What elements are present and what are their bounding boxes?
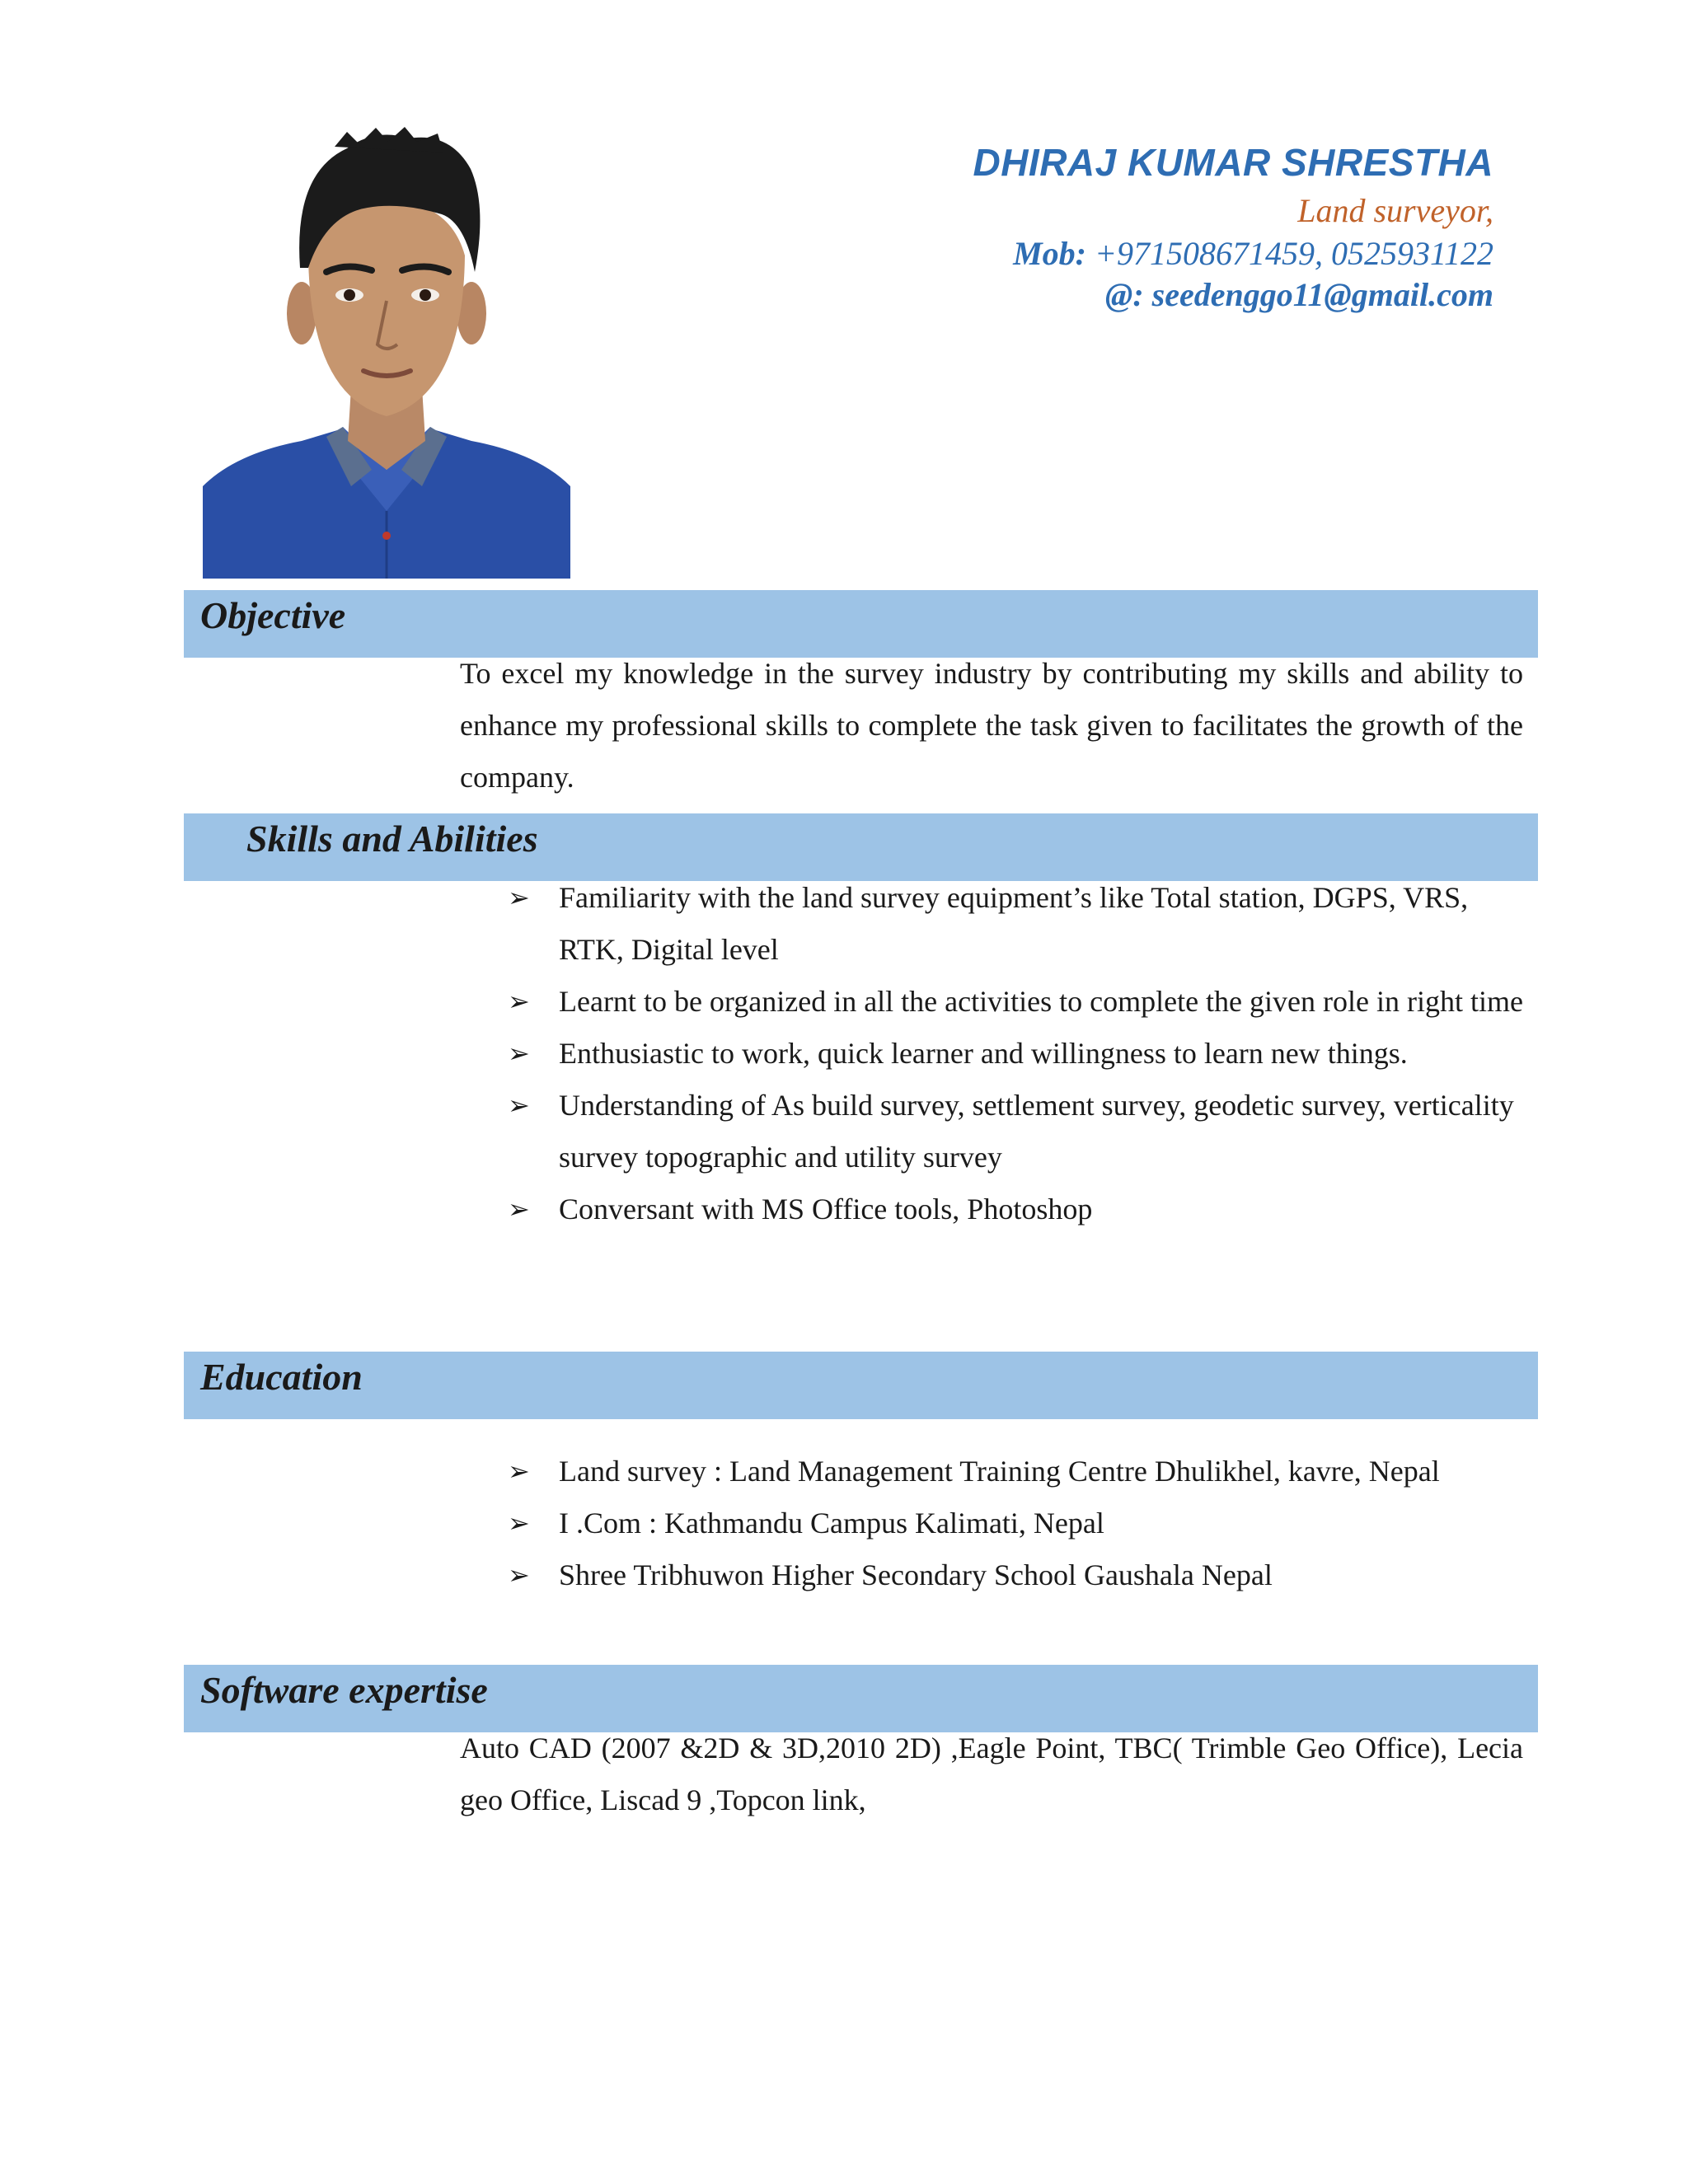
education-heading: Education — [200, 1356, 363, 1398]
list-item — [508, 872, 1530, 976]
education-text: Shree Tribhuwon Higher Secondary School Gaushala Nepal — [559, 1558, 1273, 1591]
mobile-line — [1013, 234, 1493, 273]
arrow-bullet-icon: ➢ — [508, 882, 530, 913]
education-list — [508, 1446, 1530, 1601]
skill-text: Conversant with MS Office tools, Photoshop — [559, 1193, 1093, 1226]
skill-text: Enthusiastic to work, quick learner and willingness to learn new things. — [559, 1037, 1408, 1070]
list-item — [508, 976, 1530, 1028]
skills-section-bar — [184, 813, 1538, 881]
list-item — [508, 1497, 1530, 1549]
arrow-bullet-icon: ➢ — [508, 986, 530, 1017]
list-item — [508, 1183, 1530, 1235]
skills-list — [508, 872, 1530, 1235]
list-item — [508, 1549, 1530, 1601]
candidate-name: DHIRAJ KUMAR SHRESTHA — [973, 141, 1493, 184]
software-heading: Software expertise — [200, 1669, 488, 1711]
software-text: Auto CAD (2007 &2D & 3D,2010 2D) ,Eagle Point, TBC( Trimble Geo Office), Lecia geo Office, Liscad 9 ,Topcon link, — [460, 1732, 1523, 1816]
mobile-number: +971508671459, 0525931122 — [1085, 235, 1493, 272]
skill-text: Understanding of As build survey, settlement survey, geodetic survey, verticality survey topographic and utility survey — [559, 1089, 1514, 1174]
objective-heading: Objective — [200, 594, 346, 636]
education-text: I .Com : Kathmandu Campus Kalimati, Nepal — [559, 1507, 1104, 1540]
arrow-bullet-icon: ➢ — [508, 1090, 530, 1121]
arrow-bullet-icon: ➢ — [508, 1507, 530, 1539]
skill-text: Learnt to be organized in all the activities to complete the given role in right time — [559, 985, 1523, 1018]
email-line: @: seedenggo11@gmail.com — [1105, 276, 1493, 313]
arrow-bullet-icon: ➢ — [508, 1038, 530, 1069]
list-item — [508, 1080, 1530, 1183]
candidate-role: Land surveyor, — [1297, 192, 1493, 229]
education-text: Land survey : Land Management Training Centre Dhulikhel, kavre, Nepal — [559, 1455, 1440, 1488]
arrow-bullet-icon: ➢ — [508, 1559, 530, 1591]
education-section-bar — [184, 1352, 1538, 1419]
arrow-bullet-icon: ➢ — [508, 1193, 530, 1225]
profile-photo — [203, 124, 570, 579]
list-item — [508, 1446, 1530, 1497]
arrow-bullet-icon: ➢ — [508, 1455, 530, 1487]
skills-heading: Skills and Abilities — [246, 818, 538, 860]
objective-text: To excel my knowledge in the survey industry by contributing my skills and ability to enhance my professional skills to complete the task given to facilitates the growth of the company. — [460, 657, 1523, 794]
skill-text: Familiarity with the land survey equipment’s like Total station, DGPS, VRS, RTK, Digital level — [559, 881, 1469, 966]
mobile-label: Mob: — [1013, 235, 1086, 272]
list-item — [508, 1028, 1530, 1080]
